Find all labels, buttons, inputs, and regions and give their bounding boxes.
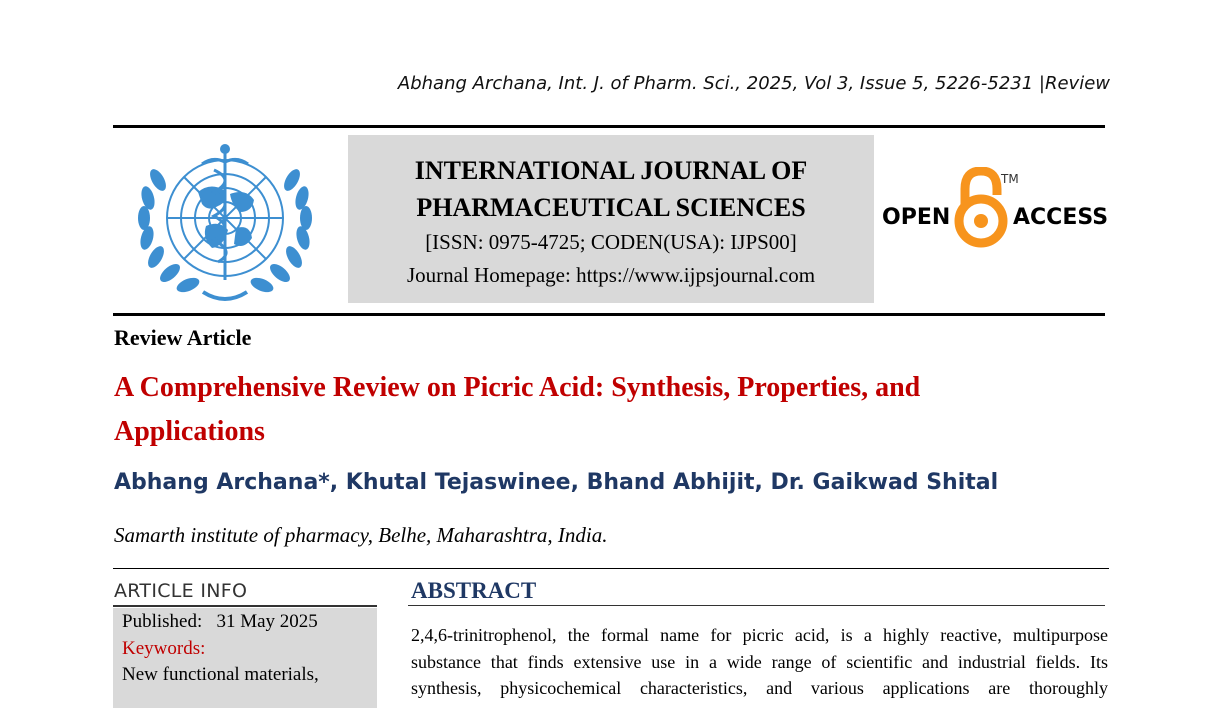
open-access-logo [880,167,1110,252]
abstract-line: synthesis, physicochemical characteristics, and various applications are thoroughly [411,678,1108,698]
affiliation: Samarth institute of pharmacy, Belhe, Maharashtra, India. [114,523,608,547]
running-head: Abhang Archana, Int. J. of Pharm. Sci., 2025, Vol 3, Issue 5, 5226-5231 |Review [397,73,1110,94]
trademark-mark: TM [1001,172,1019,186]
journal-issn: [ISSN: 0975-4725; CODEN(USA): IJPS00] [425,230,797,254]
article-type: Review Article [114,325,252,350]
journal-name-line: PHARMACEUTICAL SCIENCES [416,193,806,222]
abstract-heading: ABSTRACT [411,578,537,603]
header-rule-bottom [113,313,1105,316]
abstract-rule [408,605,1105,606]
article-title-line: A Comprehensive Review on Picric Acid: Synthesis, Properties, and [114,372,921,403]
abstract-body [411,622,1108,702]
journal-name-line: INTERNATIONAL JOURNAL OF [414,156,808,185]
published-row [122,611,318,633]
keyword-item: New functional materials, [122,664,319,685]
journal-masthead [348,135,874,303]
article-title [114,366,1104,454]
open-access-right-text: ACCESS [1013,205,1109,230]
published-date: 31 May 2025 [216,611,318,632]
journal-emblem-logo [128,140,323,305]
header-rule-top [113,125,1105,128]
published-label: Published: [122,611,203,632]
author-list: Abhang Archana*, Khutal Tejaswinee, Bhand Abhijit, Dr. Gaikwad Shital [114,470,999,495]
section-divider [113,568,1109,569]
journal-homepage[interactable]: Journal Homepage: https://www.ijpsjournal.com [406,263,816,287]
abstract-line: 2,4,6-trinitrophenol, the formal name for picric acid, is a highly reactive, multipurpose [411,625,1108,645]
keywords-label: Keywords: [122,638,206,659]
open-access-left-text: OPEN [882,205,951,230]
article-info-box [113,608,377,708]
article-info-rule [113,605,377,607]
journal-name [348,152,874,226]
article-info-heading: ARTICLE INFO [114,580,248,602]
article-title-line: Applications [114,416,265,447]
abstract-line: substance that finds extensive use in a wide range of scientific and industrial fields. Its [411,651,1108,672]
lock-keyhole-icon [974,214,988,228]
